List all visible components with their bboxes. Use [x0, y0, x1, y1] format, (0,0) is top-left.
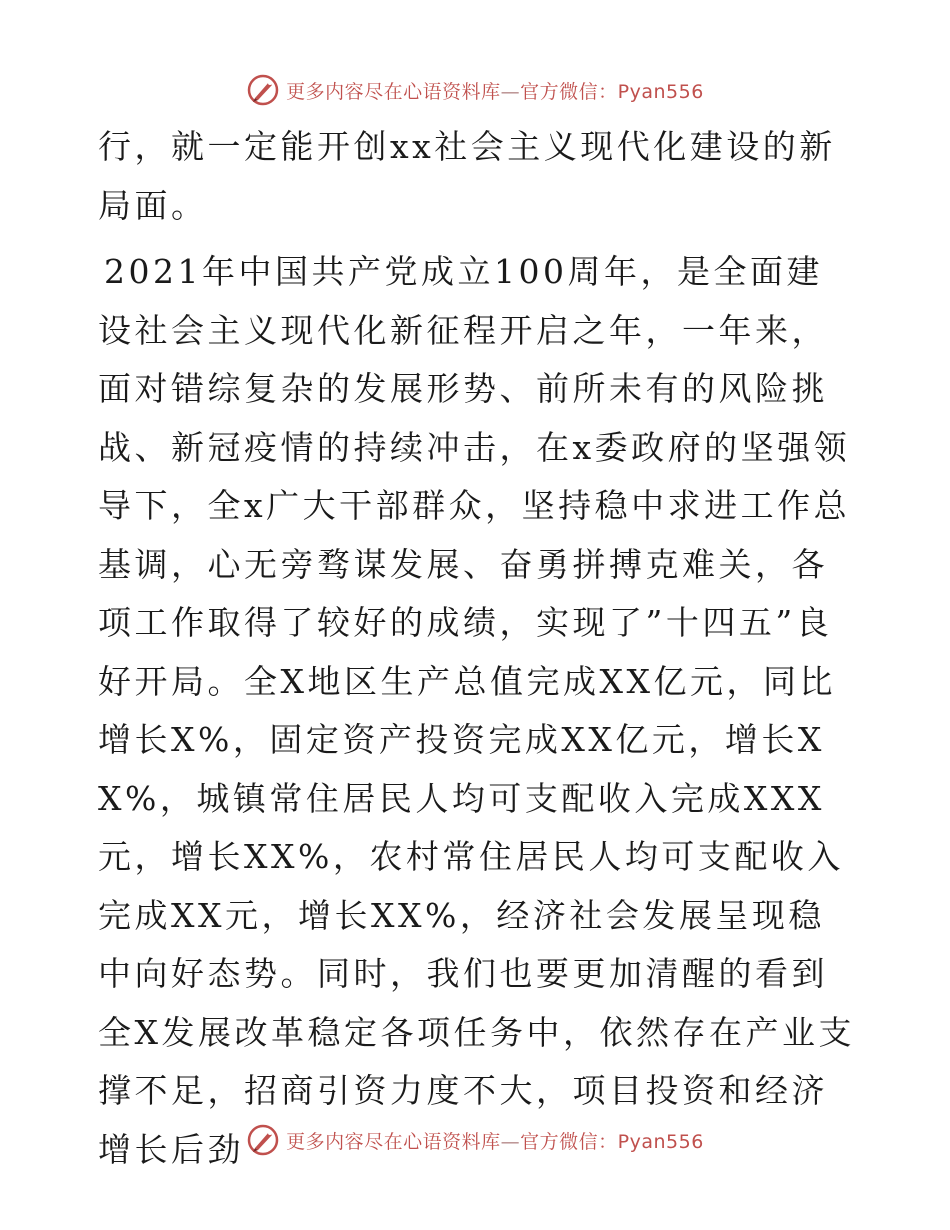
header-wechat-text: 官方微信：Pyan556 [520, 80, 704, 103]
document-body [98, 118, 858, 1179]
quill-pen-logo-icon [246, 1123, 280, 1157]
footer-brand-text: 更多内容尽在心语资料库 [286, 1130, 501, 1153]
footer-wechat-text: 官方微信：Pyan556 [520, 1130, 704, 1153]
footer-banner-text [286, 1127, 704, 1154]
quill-pen-logo-icon [246, 73, 280, 107]
header-brand-text: 更多内容尽在心语资料库 [286, 80, 501, 103]
footer-banner [0, 1120, 950, 1160]
header-banner [0, 70, 950, 110]
paragraph-2: 2021年中国共产党成立100周年，是全面建设社会主义现代化新征程开启之年，一年来，面对错综复杂的发展形势、前所未有的风险挑战、新冠疫情的持续冲击，在x委政府的坚强领导下，全x广大干部群众，坚持稳中求进工作总基调，心无旁骛谋发展、奋勇拼搏克难关，各项工作取得了较好的成绩，实现了”十四五”良好开局。全X地区生产总值完成XX亿元，同比增长X%，固定资产投资完成XX亿元，增长XX%，城镇常住居民人均可支配收入完成XXX元，增长XX%，农村常住居民人均可支配收入完成XX元，增长XX%，经济社会发展呈现稳中向好态势。同时，我们也要更加清醒的看到全X发展改革稳定各项任务中，依然存在产业支撑不足，招商引资力度不大，项目投资和经济增长后劲 [98, 252, 855, 1169]
header-banner-text [286, 77, 704, 104]
paragraph-1: 行，就一定能开创xx社会主义现代化建设的新局面。 [98, 127, 836, 225]
header-separator: — [500, 80, 521, 103]
footer-separator: — [500, 1130, 521, 1153]
